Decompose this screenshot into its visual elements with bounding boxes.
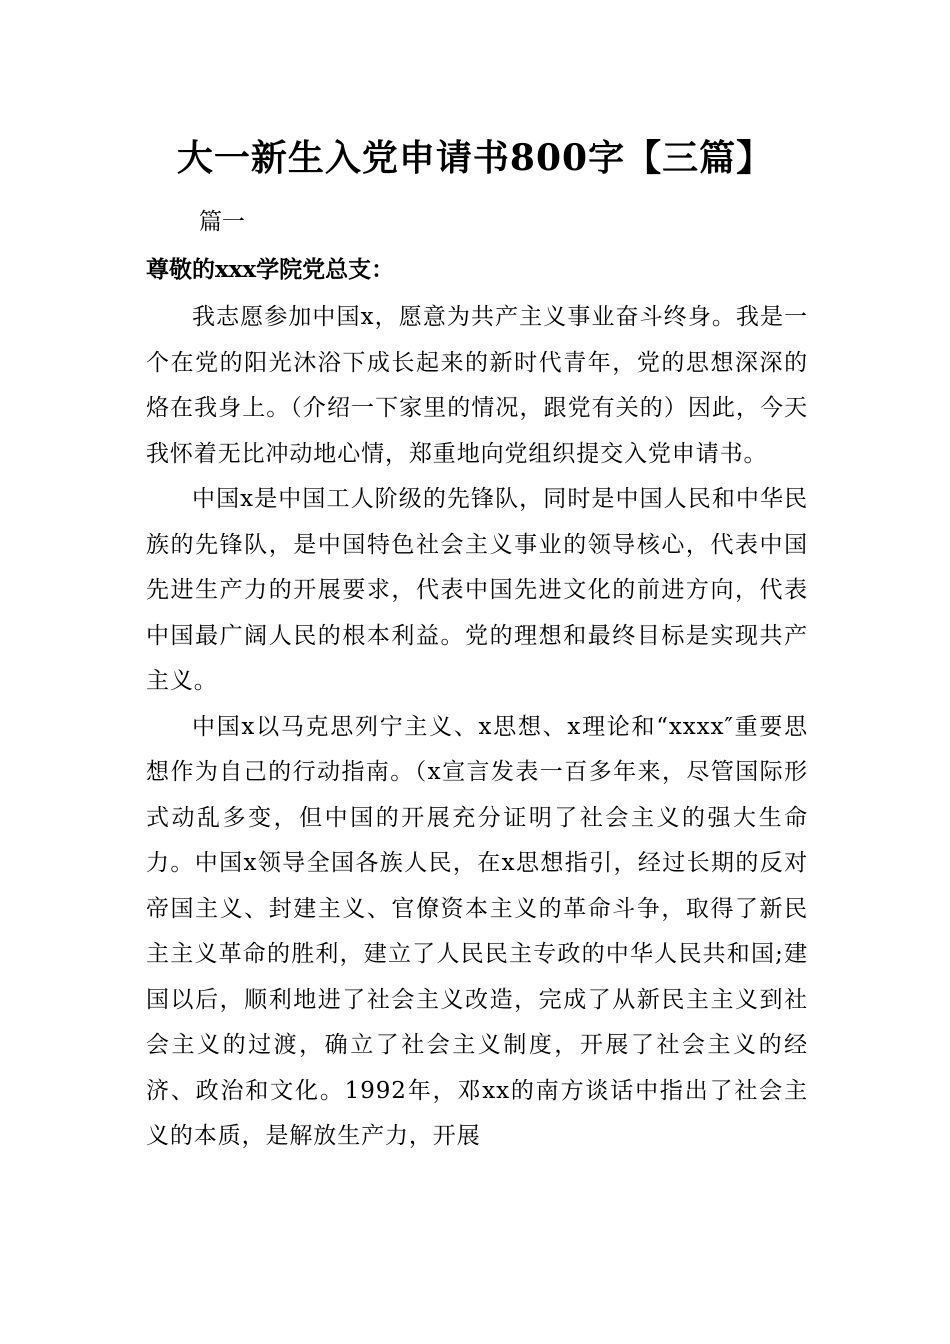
paragraph-1: 我志愿参加中国x，愿意为共产主义事业奋斗终身。我是一个在党的阳光沐浴下成长起来的新时代青年，党的思想深深的烙在我身上。（介绍一下家里的情况，跟党有关的）因此，今天我怀着无比冲动地心情，郑重地向党组织提交入党申请书。 — [146, 304, 808, 467]
paragraph-3: 中国x以马克思列宁主义、x思想、x理论和“xxxx″重要思想作为自己的行动指南。（x宣言发表一百多年来，尽管国际形式动乱多变，但中国的开展充分证明了社会主义的强大生命力。中国x领导全国各族人民，在x思想指引，经过长期的反对帝国主义、封建主义、官僚资本主义的革命斗争，取得了新民主主义革命的胜利，建立了人民民主专政的中华人民共和国;建国以后，顺利地进了社会主义改造，完成了从新民主主义到社会主义的过渡，确立了社会主义制度，开展了社会主义的经济、政治和文化。1992年，邓xx的南方谈话中指出了社会主义的本质，是解放生产力，开展 — [146, 713, 808, 1149]
paragraph-2: 中国x是中国工人阶级的先锋队，同时是中国人民和中华民族的先锋队，是中国特色社会主义事业的领导核心，代表中国先进生产力的开展要求，代表中国先进文化的前进方向，代表中国最广阔人民的根本利益。党的理想和最终目标是实现共产主义。 — [146, 486, 808, 694]
document-title: 大一新生入党申请书800字【三篇】 — [176, 137, 774, 179]
document-body — [146, 295, 808, 1160]
salutation: 尊敬的xxx学院党总支： — [146, 256, 395, 283]
section-label: 篇一 — [199, 209, 245, 235]
